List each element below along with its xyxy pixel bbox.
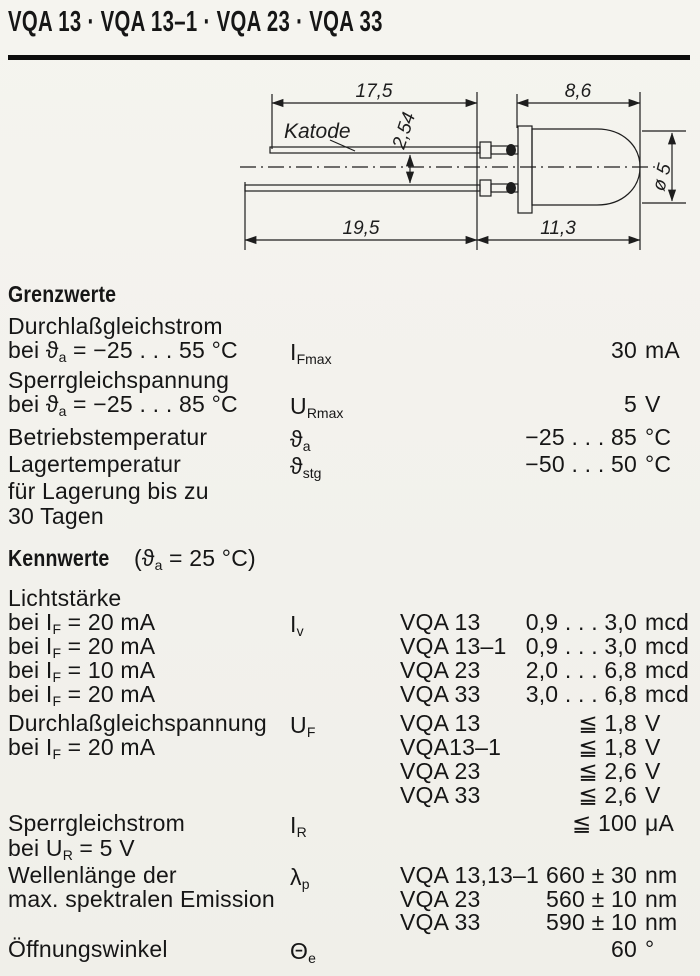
limit-label: Betriebstemperatur xyxy=(8,424,208,450)
limit-unit: mA xyxy=(645,337,680,363)
dim-body-length: 8,6 xyxy=(564,81,592,102)
limit-unit: °C xyxy=(645,451,672,477)
limit-condition xyxy=(8,392,238,420)
symbol-lambda-p xyxy=(290,865,310,893)
param-value: 0,9 . . . 3,0 xyxy=(525,609,637,635)
sym-base: I xyxy=(290,611,297,637)
cond-part: = 10 mA xyxy=(61,657,156,683)
title-rule xyxy=(8,55,690,60)
limit-value: −50 . . . 50 xyxy=(525,451,637,477)
heading-cond: (ϑ xyxy=(127,545,155,571)
limit-label: Durchlaßgleichstrom xyxy=(8,313,223,339)
param-value: 2,0 . . . 6,8 xyxy=(525,657,637,683)
limit-label: Lagertemperatur xyxy=(8,451,182,477)
sym-sub: Fmax xyxy=(296,351,332,367)
param-unit: V xyxy=(645,758,661,784)
limit-unit: V xyxy=(645,391,661,417)
dim-diameter: ø 5 xyxy=(648,161,676,194)
cond-part: bei U xyxy=(8,835,63,861)
type-label: VQA 23 xyxy=(400,657,481,683)
type-label: VQA 23 xyxy=(400,758,481,784)
cond-part: bei I xyxy=(8,681,53,707)
sym-base: ϑ xyxy=(290,426,303,452)
dim-lead-pitch: 2,54 xyxy=(388,109,421,152)
heading-cond-sub: a xyxy=(154,557,163,573)
limit-unit: °C xyxy=(645,424,672,450)
cond-part: = 20 mA xyxy=(61,609,156,635)
cond-sub: F xyxy=(52,693,62,709)
cathode-label: Katode xyxy=(284,120,351,143)
cond-sub: R xyxy=(62,847,73,863)
param-value: ≦ 1,8 xyxy=(578,734,637,760)
type-label: VQA13–1 xyxy=(400,734,502,760)
param-unit: V xyxy=(645,782,661,808)
cond-part: = −25 . . . 55 °C xyxy=(66,337,238,363)
limit-label: für Lagerung bis zu xyxy=(8,478,209,504)
type-label: VQA 13,13–1 xyxy=(400,862,540,888)
type-label: VQA 33 xyxy=(400,681,481,707)
type-label: VQA 13 xyxy=(400,609,481,635)
type-label: VQA 13–1 xyxy=(400,633,507,659)
sym-base: Θ xyxy=(290,938,309,964)
page-title: VQA 13 · VQA 13–1 · VQA 23 · VQA 33 xyxy=(8,6,383,38)
symbol-iv xyxy=(290,612,304,640)
type-label: VQA 13 xyxy=(400,710,481,736)
param-unit: nm xyxy=(645,886,678,912)
param-condition xyxy=(8,735,155,763)
cond-part: = 5 V xyxy=(72,835,135,861)
heading-text: Kennwerte xyxy=(8,545,110,571)
cond-part: bei I xyxy=(8,734,53,760)
param-condition xyxy=(8,836,135,864)
param-label: Durchlaßgleichspannung xyxy=(8,710,267,736)
cond-part: = −25 . . . 85 °C xyxy=(66,391,238,417)
symbol-theta-e xyxy=(290,939,316,967)
param-label: Wellenlänge der xyxy=(8,862,177,888)
param-value: ≦ 1,8 xyxy=(578,710,637,736)
limit-value: 5 xyxy=(624,391,637,417)
type-label: VQA 33 xyxy=(400,909,481,935)
cond-part: bei I xyxy=(8,633,53,659)
symbol-urmax xyxy=(290,394,343,422)
param-condition xyxy=(8,682,155,710)
param-unit: mcd xyxy=(645,681,690,707)
cond-sub: F xyxy=(52,669,62,685)
cond-part: bei ϑ xyxy=(8,337,59,363)
limit-condition xyxy=(8,338,238,366)
limit-value: −25 . . . 85 xyxy=(525,424,637,450)
param-value: 0,9 . . . 3,0 xyxy=(525,633,637,659)
param-unit: nm xyxy=(645,862,678,888)
sym-base: U xyxy=(290,712,307,738)
param-value: 660 ± 30 xyxy=(546,862,637,888)
sym-sub: R xyxy=(296,824,307,840)
symbol-ir xyxy=(290,813,307,841)
param-value: ≦ 2,6 xyxy=(578,758,637,784)
sym-base: I xyxy=(290,812,297,838)
cond-sub: F xyxy=(52,621,62,637)
cond-sub: a xyxy=(58,403,67,419)
param-label: Lichtstärke xyxy=(8,585,122,611)
param-label: Sperrgleichstrom xyxy=(8,810,186,836)
symbol-theta-stg xyxy=(290,454,321,482)
param-unit: V xyxy=(645,734,661,760)
cond-sub: a xyxy=(58,349,67,365)
param-value: 60 xyxy=(611,936,637,962)
symbol-ifmax xyxy=(290,340,332,368)
param-value: ≦ 2,6 xyxy=(578,782,637,808)
sym-sub: v xyxy=(296,623,304,639)
param-unit: μA xyxy=(645,810,674,836)
param-unit: mcd xyxy=(645,633,690,659)
sym-sub: p xyxy=(301,876,310,892)
type-label: VQA 33 xyxy=(400,782,481,808)
param-unit: ° xyxy=(645,936,655,962)
param-value: 590 ± 10 xyxy=(546,909,637,935)
limit-label: Sperrgleichspannung xyxy=(8,367,230,393)
cond-part: = 20 mA xyxy=(61,681,156,707)
cond-part: bei I xyxy=(8,609,53,635)
heading-cond: = 25 °C) xyxy=(162,545,256,571)
param-unit: nm xyxy=(645,909,678,935)
dim-lead-bottom: 19,5 xyxy=(342,218,380,239)
characteristics-heading xyxy=(8,546,256,574)
sym-sub: stg xyxy=(302,465,322,481)
drawing-lines xyxy=(240,92,686,250)
limit-value: 30 xyxy=(611,337,637,363)
param-label: max. spektralen Emission xyxy=(8,886,275,912)
cond-sub: F xyxy=(52,746,62,762)
param-value: 3,0 . . . 6,8 xyxy=(525,681,637,707)
param-unit: mcd xyxy=(645,609,690,635)
sym-base: I xyxy=(290,339,297,365)
cond-part: = 20 mA xyxy=(61,734,156,760)
param-unit: mcd xyxy=(645,657,690,683)
dim-front: 11,3 xyxy=(540,218,576,239)
symbol-theta-a xyxy=(290,427,311,455)
sym-base: λ xyxy=(290,864,302,890)
sym-base: U xyxy=(290,393,307,419)
cond-sub: F xyxy=(52,645,62,661)
sym-sub: Rmax xyxy=(306,405,344,421)
led-technical-drawing xyxy=(185,75,695,270)
sym-base: ϑ xyxy=(290,453,303,479)
dim-lead-top: 17,5 xyxy=(355,81,393,102)
param-label: Öffnungswinkel xyxy=(8,936,168,962)
symbol-uf xyxy=(290,713,315,741)
limit-label: 30 Tagen xyxy=(8,503,104,529)
cond-part: = 20 mA xyxy=(61,633,156,659)
cond-part: bei ϑ xyxy=(8,391,59,417)
sym-sub: e xyxy=(308,950,316,966)
sym-sub: a xyxy=(302,438,311,454)
sym-sub: F xyxy=(306,724,316,740)
type-label: VQA 23 xyxy=(400,886,481,912)
param-value: 560 ± 10 xyxy=(546,886,637,912)
param-unit: V xyxy=(645,710,661,736)
limits-heading: Grenzwerte xyxy=(8,281,117,307)
cond-part: bei I xyxy=(8,657,53,683)
param-value: ≦ 100 xyxy=(571,810,637,836)
solder-joints xyxy=(506,144,516,194)
